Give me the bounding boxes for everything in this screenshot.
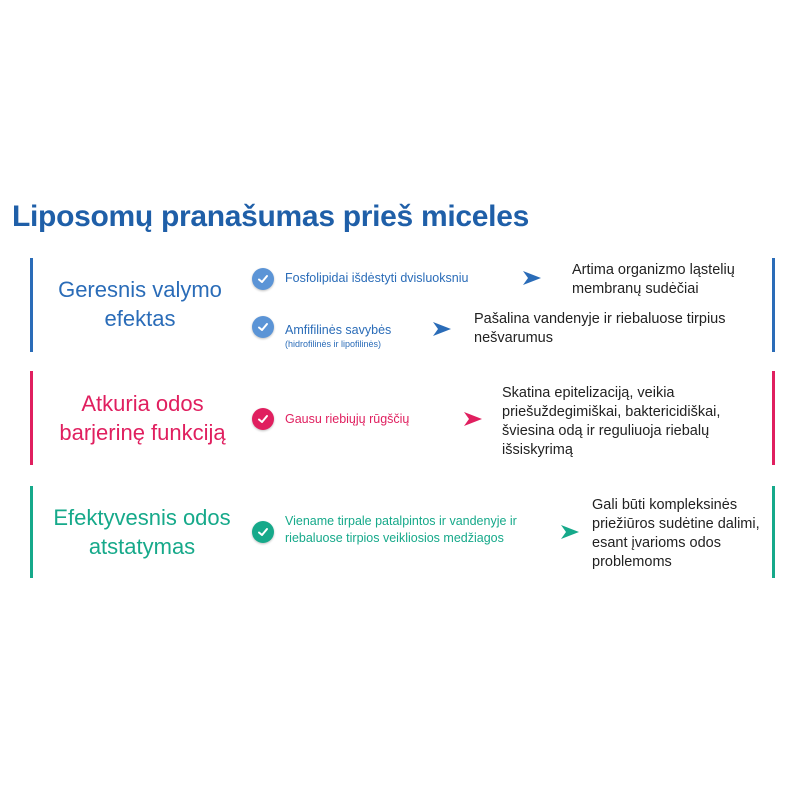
- left-divider: [30, 486, 33, 578]
- section-cleaning: [0, 258, 800, 352]
- section-heading: Efektyvesnis odos atstatymas: [53, 505, 231, 559]
- feature-result: Pašalina vandenyje ir riebaluose tirpius nešvarumus: [474, 311, 726, 346]
- check-icon: [252, 268, 274, 290]
- check-icon: [252, 408, 274, 430]
- right-divider: [772, 486, 775, 578]
- arrow-right-icon: [560, 524, 580, 540]
- arrow-right-icon: [522, 270, 542, 286]
- arrow-right-icon: [463, 411, 483, 427]
- feature-text: Fosfolipidai išdėstyti dvisluoksniu: [285, 271, 469, 285]
- feature-text: Viename tirpale patalpintos ir vandenyje ir riebaluose tirpios veikliosios medžiagos: [285, 514, 517, 545]
- section-heading: Atkuria odos barjerinę funkciją: [59, 391, 226, 445]
- feature-text: Gausu riebiųjų rūgščių: [285, 412, 410, 426]
- section-barrier: [0, 371, 800, 465]
- feature-result: Artima organizmo ląstelių membranų sudėčiai: [572, 262, 735, 297]
- section-heading: Geresnis valymo efektas: [58, 277, 222, 331]
- check-icon: [252, 521, 274, 543]
- left-divider: [30, 258, 33, 352]
- feature-label: Amfifilinės savybės: [285, 323, 392, 337]
- left-divider: [30, 371, 33, 465]
- page-title: Liposomų pranašumas prieš miceles: [12, 200, 529, 233]
- feature-text: [285, 322, 435, 350]
- right-divider: [772, 371, 775, 465]
- feature-result: Gali būti kompleksinės priežiūros sudėtine dalimi, esant įvarioms odos problemoms: [592, 497, 760, 570]
- section-restoration: [0, 486, 800, 578]
- arrow-right-icon: [432, 321, 452, 337]
- feature-result: Skatina epitelizaciją, veikia priešuždegimiškai, baktericidiškai, šviesina odą ir reguliuoja riebalų išsiskyrimą: [502, 385, 721, 458]
- feature-subtext: (hidrofilinės ir lipofilinės): [285, 339, 382, 349]
- right-divider: [772, 258, 775, 352]
- check-icon: [252, 316, 274, 338]
